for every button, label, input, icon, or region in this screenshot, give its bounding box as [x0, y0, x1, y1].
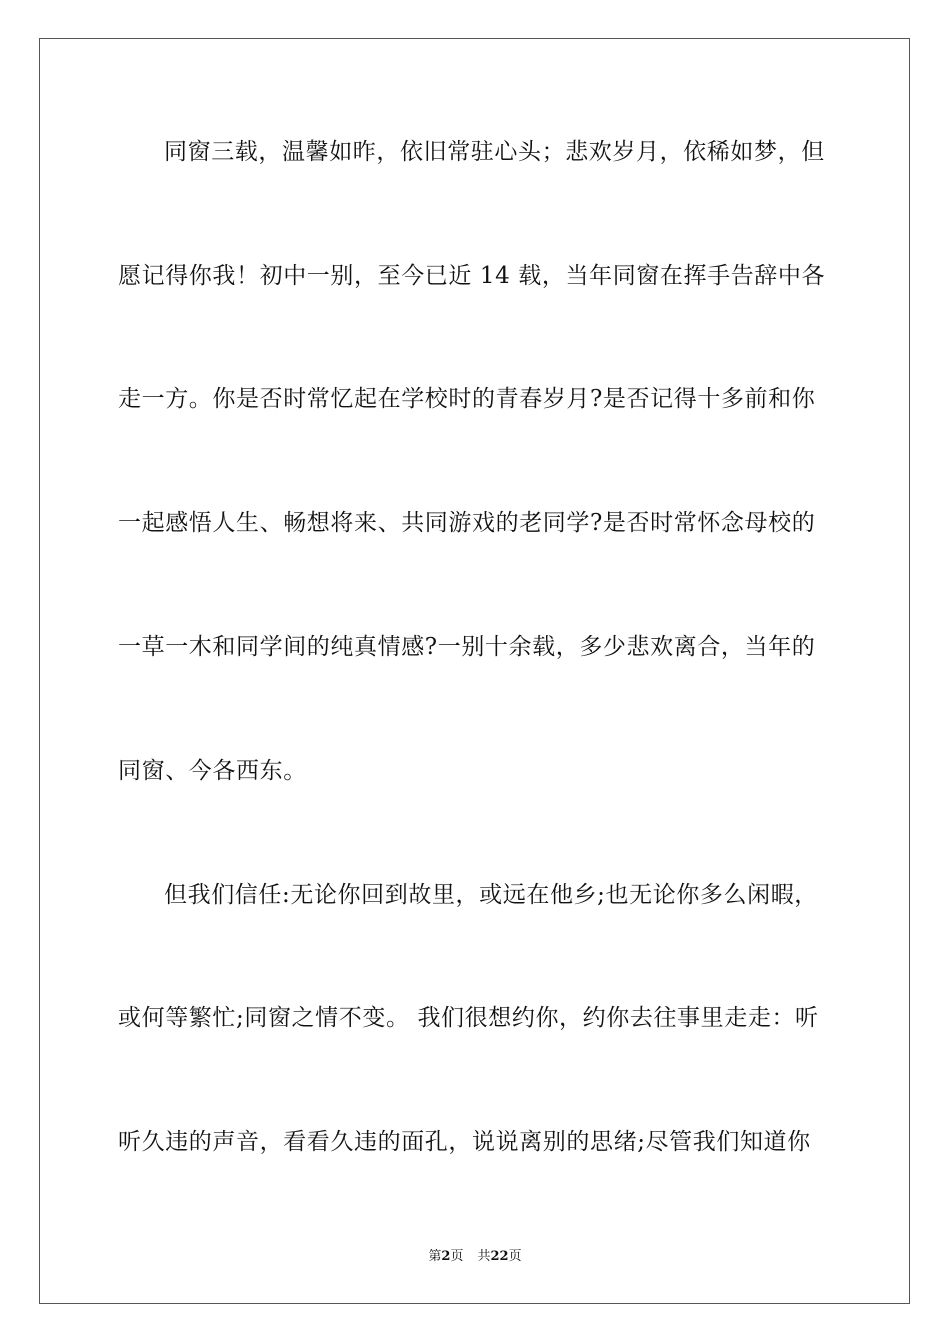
paragraph-line: 同窗三载，温馨如昨，依旧常驻心头；悲欢岁月，依稀如梦，但 — [164, 139, 825, 165]
footer-page-number: 2 — [441, 1249, 451, 1264]
page-footer — [0, 1248, 950, 1266]
footer-page-suffix: 页 — [450, 1249, 464, 1264]
paragraph-line: 走一方。你是否时常忆起在学校时的青春岁月?是否记得十多前和你 — [118, 386, 816, 412]
paragraph-line: 愿记得你我！初中一别，至今已近 14 载，当年同窗在挥手告辞中各 — [118, 263, 826, 289]
page-frame — [39, 38, 910, 1304]
paragraph-line: 一起感悟人生、畅想将来、共同游戏的老同学?是否时常怀念母校的 — [118, 510, 816, 536]
paragraph-line: 听久违的声音，看看久违的面孔，说说离别的思绪;尽管我们知道你 — [118, 1129, 811, 1155]
footer-total-suffix: 页 — [508, 1249, 522, 1264]
paragraph-line: 一草一木和同学间的纯真情感?一别十余载，多少悲欢离合，当年的 — [118, 634, 816, 660]
footer-page-prefix: 第 — [428, 1249, 442, 1264]
paragraph-line: 但我们信任:无论你回到故里，或远在他乡;也无论你多么闲暇， — [164, 882, 818, 908]
footer-total-prefix: 共 — [477, 1249, 491, 1264]
footer-total-number: 22 — [490, 1249, 509, 1264]
paragraph-line: 同窗、今各西东。 — [118, 758, 307, 784]
paragraph-line: 或何等繁忙;同窗之情不变。 我们很想约你，约你去往事里走走：听 — [118, 1005, 819, 1031]
